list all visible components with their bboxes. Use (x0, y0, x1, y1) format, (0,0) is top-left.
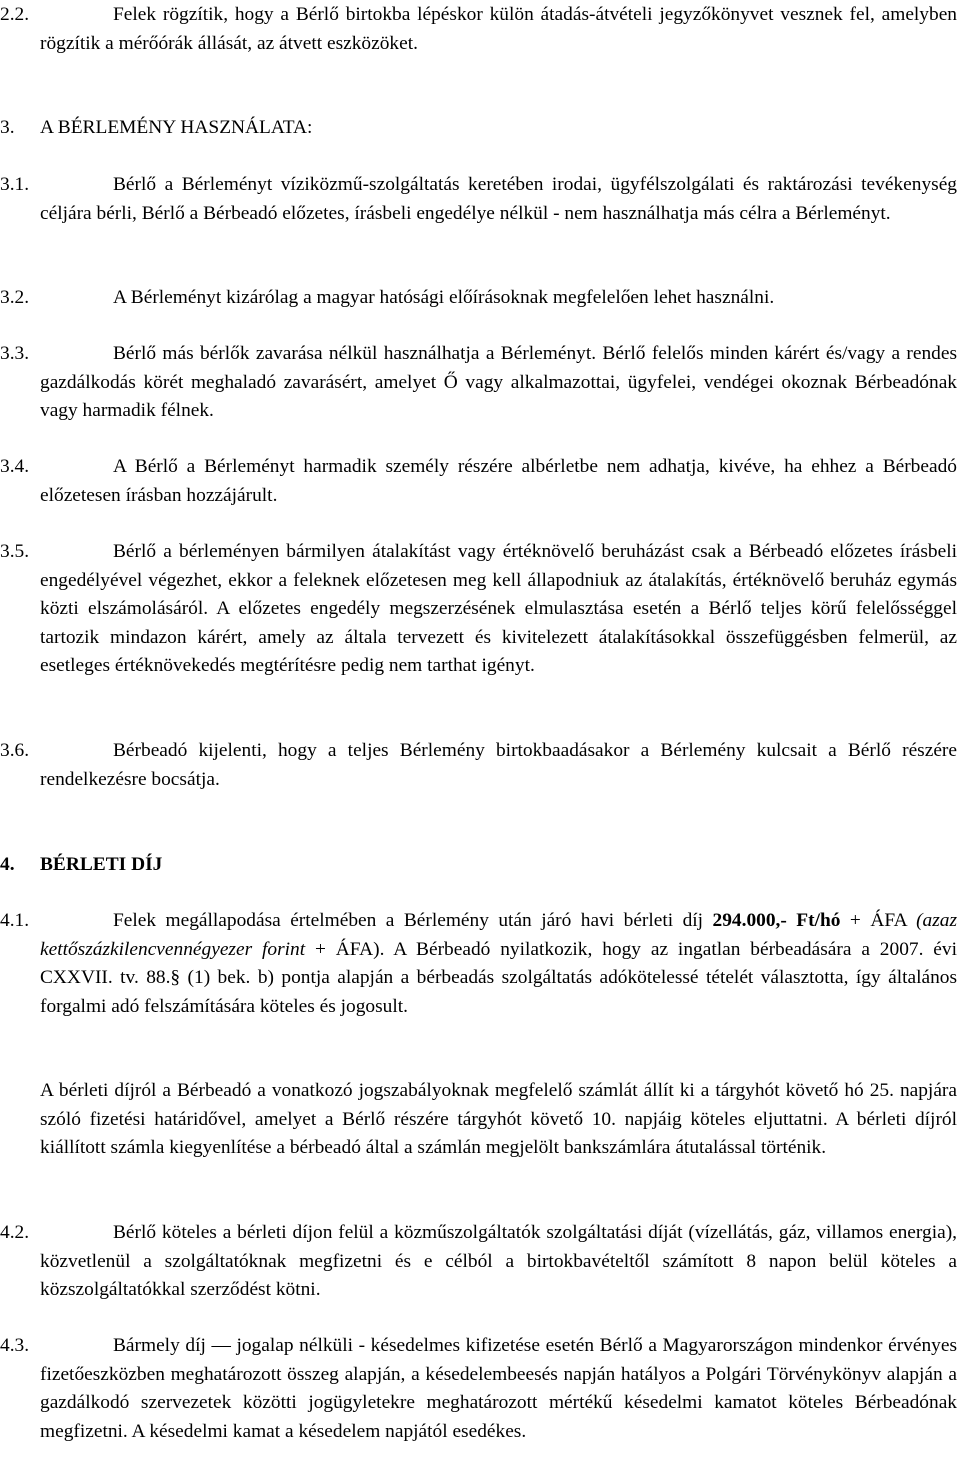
section-number: 4. (0, 854, 15, 875)
fee-in-words: (azaz kettőszázkilencvennégyezer forint (40, 910, 958, 960)
section-title: BÉRLETI DÍJ (40, 854, 163, 875)
clause-number: 3.3. (0, 343, 30, 364)
clause-number: 3.4. (0, 456, 30, 477)
section-title: A BÉRLEMÉNY HASZNÁLATA: (40, 117, 313, 138)
clause-number: 3.2. (0, 287, 30, 308)
clause-text: Bármely díj — jogalap nélküli - késedelmes kifizetése esetén Bérlő a Magyarországon mindenkor érvényes fizetőeszközben meghatározott összeg alapján, a késedelembeesés napján hatályos a Polgári Törvénykönyv alapján a gazdálkodó szervezetek közötti jogügyletekre meghatározott mértékű késedelmi kamatot köteles Bérbeadónak megfizetni. A késedelmi kamat a késedelem napjától esedékes. (40, 1335, 957, 1442)
clause-number: 4.3. (0, 1335, 30, 1356)
clause-number: 4.1. (0, 910, 30, 931)
clause-4-1-invoice: A bérleti díjról a Bérbeadó a vonatkozó jogszabályoknak megfelelő számlát állít ki a tárgyhót követő hó 25. napjára szóló fizetési határidővel, amelyet a Bérlő részére tárgyhót követő 10. napjáig köteles eljuttatni. A bérleti díjról kiállított számla kiegyenlítése a bérbeadó által a számlán megjelölt bankszámlára átutalással történik. (40, 1080, 957, 1159)
fee-amount: 294.000,- Ft/hó (712, 910, 841, 931)
clause-text: Bérlő más bérlők zavarása nélkül használhatja a Bérleményt. Bérlő felelős minden kárért és/vagy a rendes gazdálkodás körét meghaladó zavarásért, amelyet Ő vagy alkalmazottai, ügyfelei, vendégei okoznak Bérbeadónak vagy harmadik félnek. (40, 343, 957, 422)
clause-text: A Bérleményt kizárólag a magyar hatósági előírásoknak megfelelően lehet használni. (113, 287, 775, 308)
fee-vat: + ÁFA (840, 910, 917, 931)
section-heading-4 (0, 851, 162, 880)
section-number: 3. (0, 117, 15, 138)
fee-intro: Felek megállapodása értelmében a Bérlemény után járó havi bérleti díj (113, 910, 713, 931)
clause-number: 3.5. (0, 541, 30, 562)
fee-rest: + ÁFA). A Bérbeadó nyilatkozik, hogy az ingatlan bérbeadására a 2007. évi CXXVII. tv. 88.§ (1) bek. b) pontja alapján a bérbeadás szolgáltatás adókötelessé tételét választotta, így általános forgalmi adó felszámítására köteles és jogosult. (40, 938, 958, 1017)
clause-text: Bérlő a Bérleményt víziközmű-szolgáltatás keretében irodai, ügyfélszolgálati és raktározási tevékenység céljára bérli, Bérlő a Bérbeadó előzetes, írásbeli engedélye nélkül - nem használhatja más célra a Bérleményt. (40, 174, 957, 224)
clause-text: Felek rögzítik, hogy a Bérlő birtokba lépéskor külön átadás-átvételi jegyzőkönyvet vesznek fel, amelyben rögzítik a mérőórák állását, az átvett eszközöket. (40, 4, 957, 54)
clause-number: 2.2. (0, 4, 30, 25)
clause-number: 3.1. (0, 174, 30, 195)
clause-number: 4.2. (0, 1222, 30, 1243)
clause-text: Bérbeadó kijelenti, hogy a teljes Bérlemény birtokbaadásakor a Bérlemény kulcsait a Bérlő részére rendelkezésre bocsátja. (40, 740, 957, 790)
clause-text: Bérlő a bérleményen bármilyen átalakítást vagy értéknövelő beruházást csak a Bérbeadó előzetes írásbeli engedélyével végezhet, ekkor a feleknek előzetesen meg kell állapodniuk az átalakítás, értéknövelő beruház egymás közti elszámolásáról. A előzetes engedély megszerzésének elmulasztása esetén a Bérlő teljes körű felelősséggel tartozik mindazon kárért, amely az általa tervezett és kivitelezett átalakításokkal összefüggésben felmerül, az esetleges értéknövekedés megtérítésre pedig nem tarthat igényt. (40, 541, 957, 677)
section-heading-3 (0, 114, 312, 143)
clause-text: A Bérlő a Bérleményt harmadik személy részére albérletbe nem adhatja, kivéve, ha ehhez a Bérbeadó előzetesen írásban hozzájárult. (40, 456, 957, 506)
clause-text: Bérlő köteles a bérleti díjon felül a közműszolgáltatók szolgáltatási díját (vízellátás, gáz, villamos energia), közvetlenül a szolgáltatóknak megfizetni és e célból a birtokbavételtől számított 8 napon belül köteles a közszolgáltatókkal szerződést kötni. (40, 1222, 957, 1301)
clause-number: 3.6. (0, 740, 30, 761)
clause-text (40, 907, 957, 1021)
